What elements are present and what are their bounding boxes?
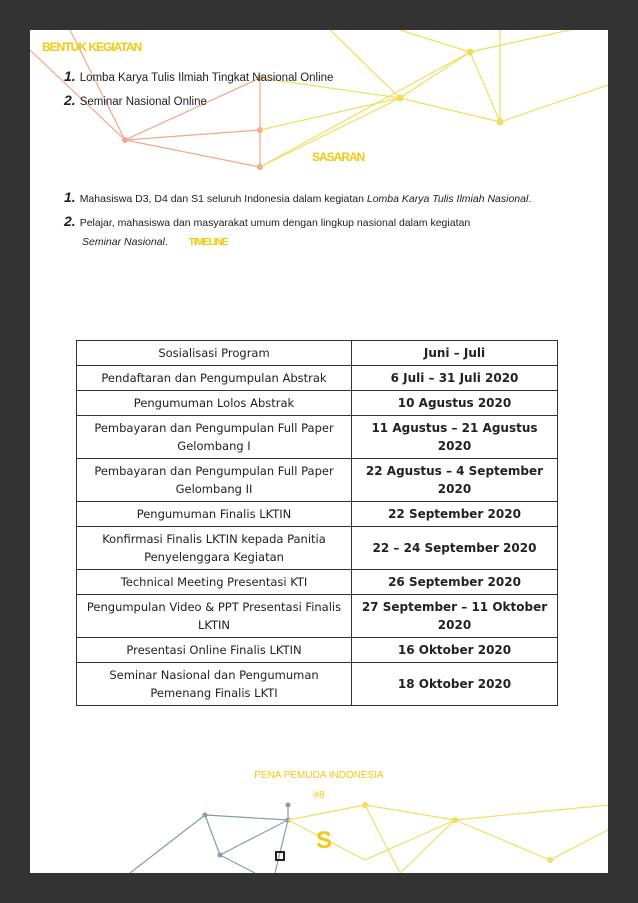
list-item: 2. Pelajar, mahasiswa dan masyarakat umum dengan lingkup nasional dalam kegiatan Seminar Nasional. TIMELINE [64, 213, 471, 248]
activity-cell: Sosialisasi Program [77, 341, 352, 366]
footer-brand: PENA PEMUDA INDONESIA [254, 770, 384, 781]
date-cell: 22 September 2020 [352, 502, 558, 527]
table-row [77, 663, 558, 706]
date-cell: 27 September – 11 Oktober 2020 [352, 595, 558, 638]
table-row [77, 595, 558, 638]
page-number: #8 [313, 790, 325, 801]
date-cell: 11 Agustus – 21 Agustus 2020 [352, 416, 558, 459]
activity-cell: Pengumuman Lolos Abstrak [77, 391, 352, 416]
activity-cell: Pembayaran dan Pengumpulan Full Paper Gelombang I [77, 416, 352, 459]
table-row [77, 459, 558, 502]
list-item: 1. Mahasiswa D3, D4 dan S1 seluruh Indonesia dalam kegiatan Lomba Karya Tulis Ilmiah Nasional. [64, 189, 532, 205]
date-cell: 22 Agustus – 4 September 2020 [352, 459, 558, 502]
activity-cell: Technical Meeting Presentasi KTI [77, 570, 352, 595]
section-heading-bentuk-kegiatan: BENTUK KEGIATAN [42, 40, 142, 54]
logo-letter: S [316, 827, 333, 854]
activity-cell: Pengumuman Finalis LKTIN [77, 502, 352, 527]
activity-cell: Pendaftaran dan Pengumpulan Abstrak [77, 366, 352, 391]
table-row [77, 341, 558, 366]
table-row [77, 638, 558, 663]
date-cell: 16 Oktober 2020 [352, 638, 558, 663]
activity-cell: Presentasi Online Finalis LKTIN [77, 638, 352, 663]
target-list [64, 186, 584, 251]
activity-cell: Pengumpulan Video & PPT Presentasi Finalis LKTIN [77, 595, 352, 638]
document-page [30, 30, 608, 873]
section-heading-sasaran: SASARAN [312, 150, 365, 164]
date-cell: 10 Agustus 2020 [352, 391, 558, 416]
table-row [77, 391, 558, 416]
activity-list [64, 65, 333, 113]
date-cell: Juni – Juli [352, 341, 558, 366]
table-row [77, 416, 558, 459]
list-item: 1. Lomba Karya Tulis Ilmiah Tingkat Nasional Online [64, 68, 334, 84]
table-row [77, 570, 558, 595]
decorative-network-bottom [30, 790, 608, 873]
date-cell: 6 Juli – 31 Juli 2020 [352, 366, 558, 391]
date-cell: 26 September 2020 [352, 570, 558, 595]
activity-cell: Konfirmasi Finalis LKTIN kepada Panitia Penyelenggara Kegiatan [77, 527, 352, 570]
activity-cell: Pembayaran dan Pengumpulan Full Paper Gelombang II [77, 459, 352, 502]
list-item: 2. Seminar Nasional Online [64, 92, 207, 108]
timeline-table [76, 340, 558, 706]
date-cell: 18 Oktober 2020 [352, 663, 558, 706]
table-row [77, 527, 558, 570]
activity-cell: Seminar Nasional dan Pengumuman Pemenang Finalis LKTI [77, 663, 352, 706]
date-cell: 22 – 24 September 2020 [352, 527, 558, 570]
section-heading-timeline: TIMELINE [188, 237, 228, 248]
table-row [77, 366, 558, 391]
table-row [77, 502, 558, 527]
